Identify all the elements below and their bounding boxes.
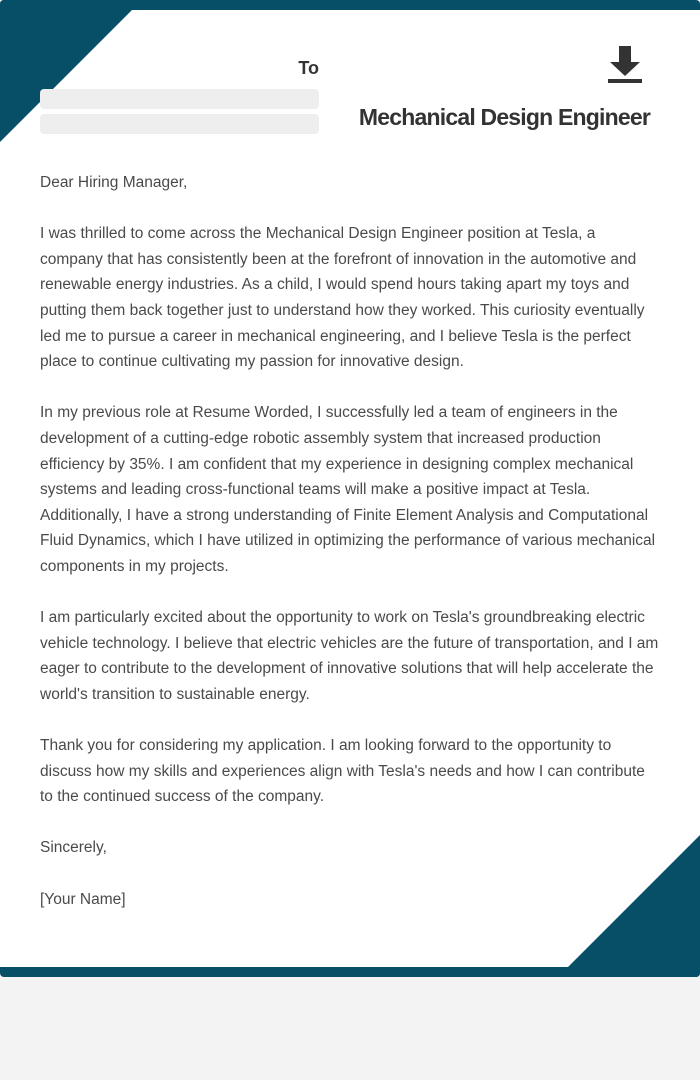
signature: [Your Name]: [40, 890, 126, 908]
job-title: Mechanical Design Engineer: [358, 104, 650, 130]
download-icon: [605, 44, 645, 86]
letter-body: [40, 170, 660, 912]
body-paragraph: In my previous role at Resume Worded, I successfully led a team of engineers in the development of a cutting-edge robotic assembly system that increased production efficiency by 35%. I am confident that my experience in designing complex mechanical systems and leading cross-functional teams will make a positive impact at Tesla. Additionally, I have a strong understanding of Finite Element Analysis and Computational Fluid Dynamics, which I have utilized in optimizing the performance of various mechanical components in my projects.: [40, 404, 656, 575]
recipient-address-line-2: [40, 114, 319, 134]
body-paragraph: Thank you for considering my application. I am looking forward to the opportunity to discuss how my skills and experiences align with Tesla's needs and how I can contribute to the continued success of the company.: [40, 737, 645, 806]
closing: Sincerely,: [40, 839, 107, 857]
bottom-right-corner-decoration: [568, 835, 700, 977]
recipient-address-line-1: [40, 89, 319, 109]
salutation: Dear Hiring Manager,: [40, 174, 188, 191]
to-label: To: [298, 58, 319, 78]
body-paragraph: I am particularly excited about the opportunity to work on Tesla's groundbreaking electric vehicle technology. I believe that electric vehicles are the future of transportation, and I am eager to contribute to the development of innovative solutions that will help accelerate the world's transition to sustainable energy.: [40, 609, 659, 703]
download-button[interactable]: [605, 44, 645, 86]
body-paragraph: I was thrilled to come across the Mechanical Design Engineer position at Tesla, a company that has consistently been at the forefront of innovation in the automotive and renewable energy industries. As a child, I would spend hours taking apart my toys and putting them back together just to understand how they worked. This curiosity eventually led me to pursue a career in mechanical engineering, and I believe Tesla is the perfect place to continue cultivating my passion for innovative design.: [40, 225, 645, 371]
bottom-accent-bar: [0, 967, 700, 977]
